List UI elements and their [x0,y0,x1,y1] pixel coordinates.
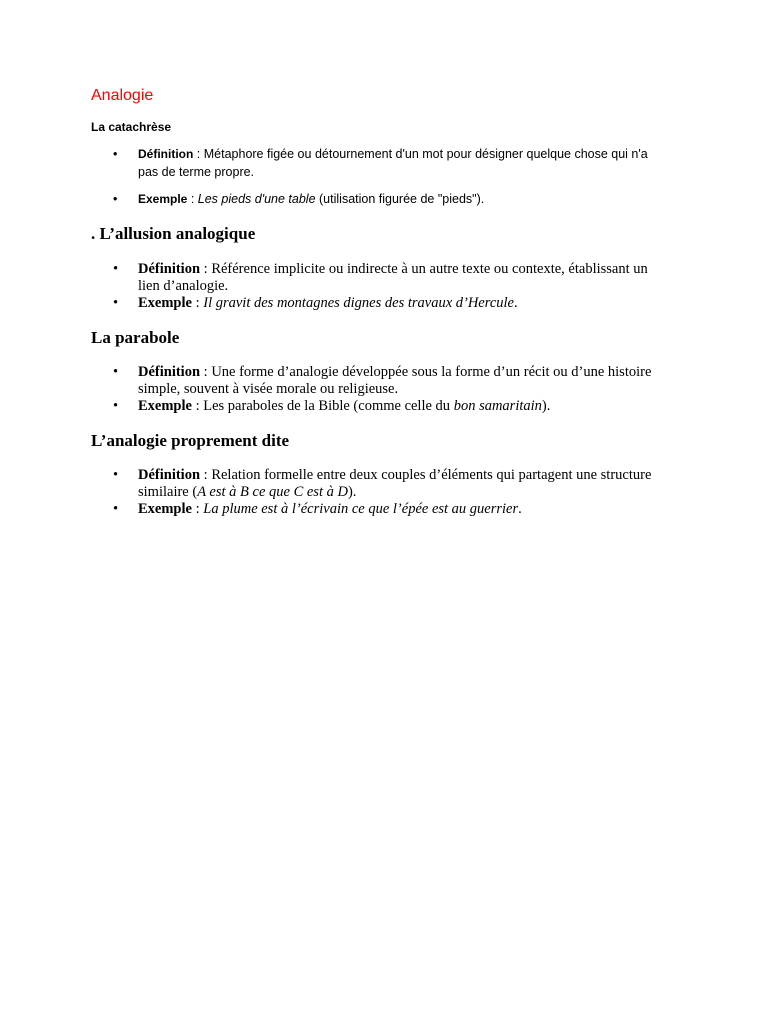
example-after: ). [541,398,551,414]
example-after: (utilisation figurée de "pieds"). [315,192,485,206]
example-label: Exemple [138,295,192,311]
definition-text: Référence implicite ou indirecte à un autre texte ou contexte, établissant un lien d’analogie. [138,261,648,294]
separator: : [200,261,212,277]
example-after: . [518,501,522,517]
example-label: Exemple [138,398,192,414]
definition-text: Métaphore figée ou détournement d'un mot pour désigner quelque chose qui n'a pas de terme propre. [138,147,648,179]
separator: : [191,398,204,414]
page-title: Analogie [91,87,154,104]
parabole-list [91,364,671,415]
separator: : [200,364,212,380]
definition-label: Définition [138,467,201,483]
example-label: Exemple [138,192,188,206]
catachrese-list [91,145,671,208]
example-italic: Les pieds d'une table [197,192,316,206]
list-item-definition [91,261,671,295]
example-after: . [514,295,518,311]
separator: : [187,192,198,206]
example-italic: Il gravit des montagnes dignes des travaux d’Hercule [203,295,514,311]
list-item-example [91,295,671,312]
catachrese-heading: La catachrèse [91,120,172,134]
analogie-list [91,467,671,518]
list-item-definition [91,364,671,398]
example-label: Exemple [138,501,192,517]
allusion-heading: . L’allusion analogique [91,224,256,243]
allusion-list [91,261,671,312]
list-item-definition [91,145,671,181]
example-italic: bon samaritain [453,398,542,414]
separator: : [200,467,212,483]
analogie-heading: L’analogie proprement dite [91,431,290,450]
list-item-example [91,501,671,518]
example-italic: La plume est à l’écrivain ce que l’épée est au guerrier [203,501,519,517]
definition-label: Définition [138,364,201,380]
separator: : [191,501,204,517]
definition-after: ). [347,484,357,500]
example-before: Les paraboles de la Bible (comme celle du [203,398,454,414]
definition-before: Relation formelle entre deux couples d’éléments qui partagent une structure similaire ( [138,467,652,500]
definition-label: Définition [138,261,201,277]
separator: : [191,295,204,311]
separator: : [193,147,204,161]
list-item-definition [91,467,671,501]
list-item-example [91,190,671,208]
definition-italic: A est à B ce que C est à D [197,484,348,500]
parabole-heading: La parabole [91,328,180,347]
definition-label: Définition [138,147,194,161]
list-item-example [91,398,671,415]
definition-text: Une forme d’analogie développée sous la forme d’un récit ou d’une histoire simple, souvent à visée morale ou religieuse. [138,364,652,397]
